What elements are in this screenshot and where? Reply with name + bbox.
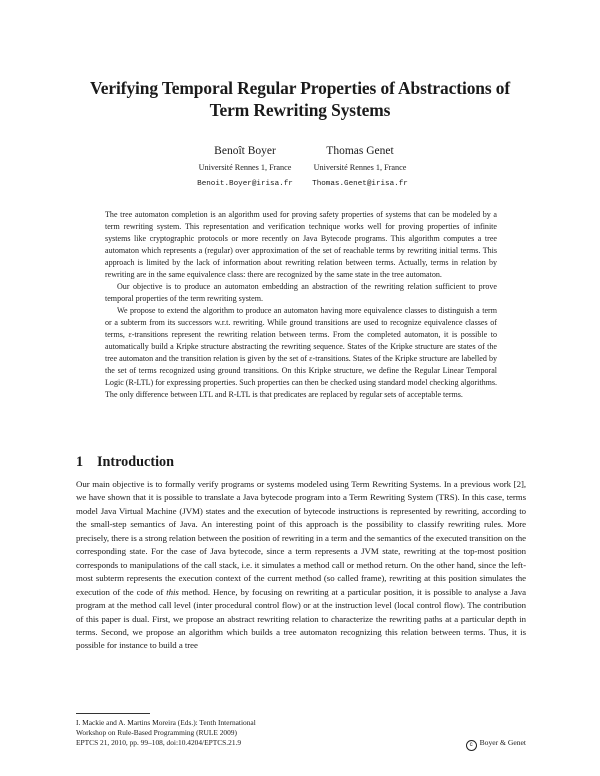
author-block-2 [270,144,450,190]
abstract [105,209,497,401]
body-italic-word: this [166,586,179,597]
author-email[interactable]: Benoit.Boyer@irisa.fr [197,180,293,188]
license-text: Boyer & Genet [479,738,526,747]
abstract-paragraph: The tree automaton completion is an algorithm used for proving safety properties of systems that can be modeled by a term rewriting system. This representation and verification technique works well for proving properties of infinite systems like cryptographic protocols or more recently on Java Bytecode programs. This algorithm computes a tree automaton which represents a (regular) over approximation of the set of reachable terms by rewriting initial terms. This approach is limited by the lack of information about rewriting relation between terms. Actually, terms in relation by rewriting are in the same equivalence class: there are recognized by the same state in the tree automaton. [105,210,497,279]
author-name: Thomas Genet [326,145,394,157]
section-title: Introduction [97,454,174,470]
copyright-icon: c [466,740,477,751]
footer-line-1: I. Mackie and A. Martins Moreira (Eds.): Tenth International [76,718,256,727]
title-line-2: Term Rewriting Systems [209,99,391,120]
paper-title [60,78,540,121]
author-name: Benoît Boyer [214,145,276,157]
author-email[interactable]: Thomas.Genet@irisa.fr [312,180,408,188]
author-affiliation: Université Rennes 1, France [198,163,292,172]
abstract-paragraph: We propose to extend the algorithm to produce an automaton having more equivalence classes to distinguish a term or a subterm from its successors w.r.t. rewriting. While ground transitions are used to recognize equivalence classes of terms, ε-transitions represent the rewriting relation between terms. From the completed automaton, it is possible to automatically build a Kripke structure abstracting the rewriting sequence. States of the Kripke structure are states of the tree automaton and the transition relation is given by the set of ε-transitions. States of the Kripke structure are labelled by the set of terms recognized using ground transitions. On this Kripke structure, we define the Regular Linear Temporal Logic (R-LTL) for expressing properties. Such properties can then be checked using standard model checking algorithms. The only difference between LTL and R-LTL is that predicates are replaced by regular sets of acceptable terms. [105,306,497,399]
license-notice [466,738,526,751]
footer-line-2: Workshop on Rule-Based Programming (RULE 2009) [76,728,237,738]
body-text-part: Our main objective is to formally verify programs or systems modeled using Term Rewriting Systems. In a previous work [2], we have shown that it is possible to translate a Java bytecode program into a Term Rewriting System (TRS). In this case, terms model Java Virtual Machine (JVM) states and the execution of bytecode instructions is represented by rewriting, according to the small-step semantics of Java. An interesting point of this approach is the possibility to classify rewriting rules. More precisely, there is a strong relation between the position of rewriting in a term and the semantics of the executed transition on the corresponding state. For the case of Java bytecode, since a term represents a JVM state, rewriting at the top-most position corresponds to manipulations of the call stack, i.e. it simulates a method call or method return. On the other hand, since the left-most subterm represents the execution context of the current method (so called frame), rewriting at this position simulates the execution of the code of [76,479,526,597]
section-number: 1 [76,454,84,470]
title-line-1: Verifying Temporal Regular Properties of Abstractions of [89,78,511,98]
footer-line-3: EPTCS 21, 2010, pp. 99–108, doi:10.4204/EPTCS.21.9 [76,738,242,748]
footer-citation [76,718,256,749]
section-heading [76,454,174,471]
author-affiliation: Université Rennes 1, France [313,163,407,172]
body-text [76,478,526,653]
footer-rule [76,713,150,714]
abstract-paragraph: Our objective is to produce an automaton embedding an abstraction of the rewriting relation sufficient to prove temporal properties of the term rewriting system. [105,282,497,303]
body-paragraph [76,478,526,653]
body-text-part: method. Hence, by focusing on rewriting at a particular position, it is possible to analyse a Java program at the method call level (inter procedural control flow) or at the instruction level (local control flow). The contribution of this paper is dual. First, we propose an abstract rewriting relation to characterize the rewriting paths at a particular depth in terms. Second, we propose an algorithm which builds a tree automaton recognizing this relation between terms. Thus, it is possible for instance to build a tree [76,586,526,651]
